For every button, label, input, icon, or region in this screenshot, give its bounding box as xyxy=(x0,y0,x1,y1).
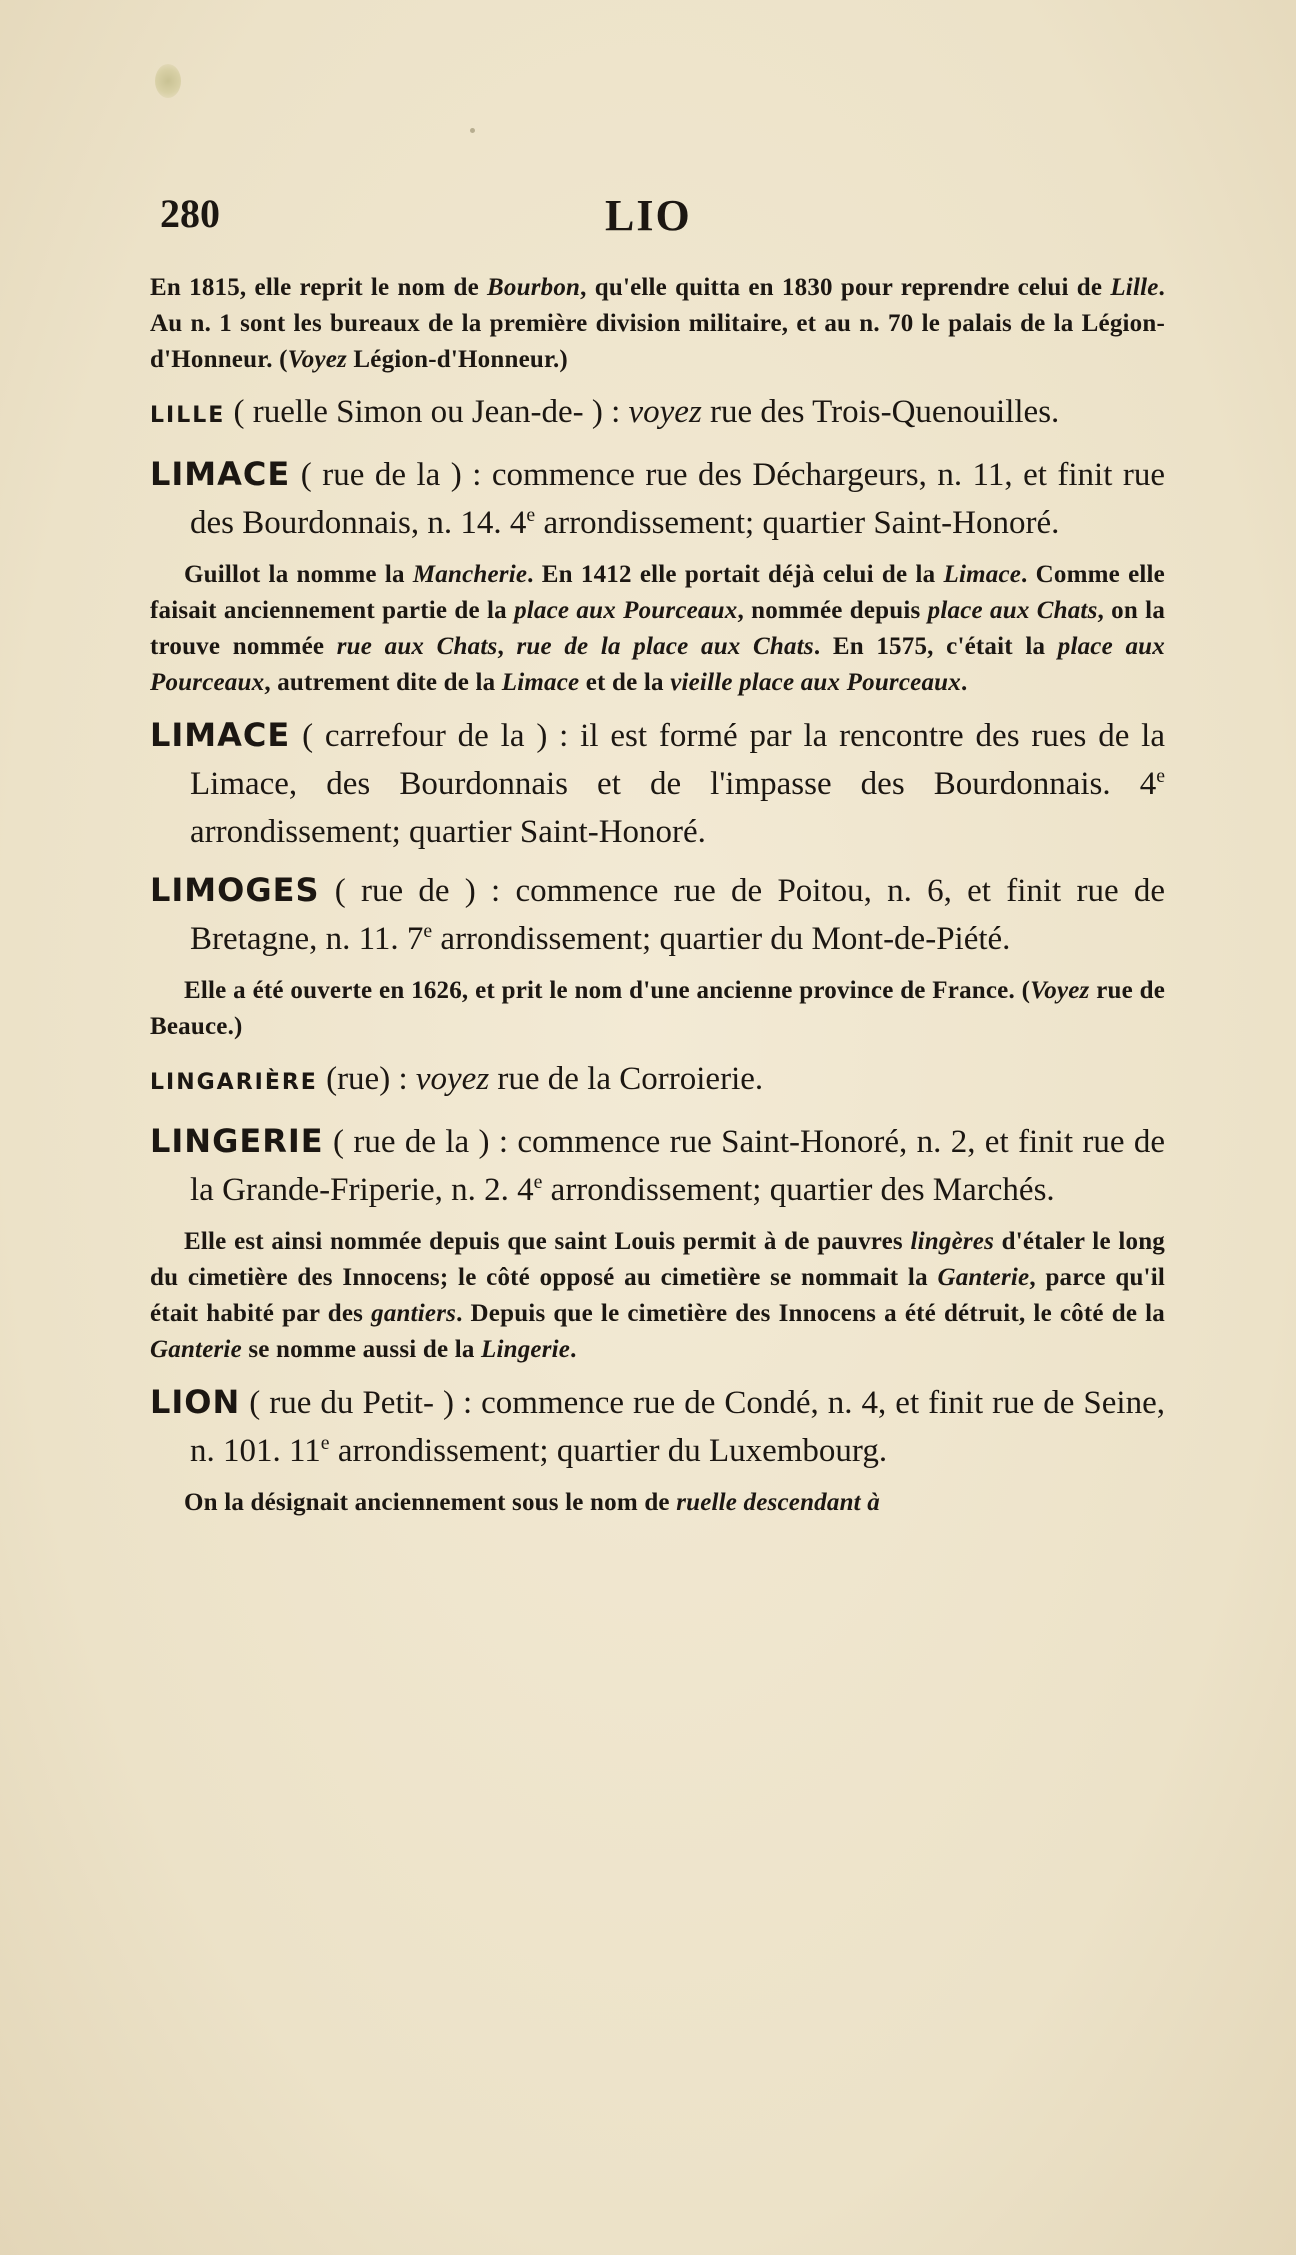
entry-limace-rue: LIMACE ( rue de la ) : commence rue des Déchargeurs, n. 11, et finit rue des Bourdonnais, n. 14. 4e arrondissement; quartier Saint-Honoré. xyxy=(150,455,1165,541)
entry-note-lion: On la désignait anciennement sous le nom de ruelle descendant à xyxy=(184,1489,880,1516)
paper-speck xyxy=(470,128,475,133)
entry-note-limoges: Elle a été ouverte en 1626, et prit le nom d'une ancienne province de France. (Voyez rue de Beauce.) xyxy=(150,977,1165,1040)
page-content xyxy=(150,190,1165,1531)
entry-limoges: LIMOGES ( rue de ) : commence rue de Poitou, n. 6, et finit rue de Bretagne, n. 11. 7e arrondissement; quartier du Mont-de-Piété. xyxy=(150,871,1165,957)
entry-lingariere: LINGARIÈRE (rue) : voyez rue de la Corroierie. xyxy=(150,1061,764,1097)
entry-lille-ruelle: LILLE ( ruelle Simon ou Jean-de- ) : voyez rue des Trois-Quenouilles. xyxy=(150,394,1060,430)
headword: LIMOGES xyxy=(150,871,320,909)
entry-lingerie: LINGERIE ( rue de la ) : commence rue Saint-Honoré, n. 2, et finit rue de la Grande-Friperie, n. 2. 4e arrondissement; quartier des Marchés. xyxy=(150,1122,1165,1208)
page-number: 280 xyxy=(160,191,220,236)
entry-note-lingerie: Elle est ainsi nommée depuis que saint Louis permit à de pauvres lingères d'étaler le long du cimetière des Innocens; le côté opposé au cimetière se nommait la Ganterie, parce qu'il était habité par des gantiers. Depuis que le cimetière des Innocens a été détruit, le côté de la Ganterie se nomme aussi de la Lingerie. xyxy=(150,1228,1165,1363)
running-head: LIO xyxy=(605,191,692,240)
headword: LINGARIÈRE xyxy=(150,1070,318,1095)
headword: LION xyxy=(150,1383,241,1421)
page-header xyxy=(150,190,1165,252)
entry-lion: LION ( rue du Petit- ) : commence rue de Condé, n. 4, et finit rue de Seine, n. 101. 11e arrondissement; quartier du Luxembourg. xyxy=(150,1383,1165,1469)
entry-note-limace-rue: Guillot la nomme la Mancherie. En 1412 elle portait déjà celui de la Limace. Comme elle faisait anciennement partie de la place aux Pourceaux, nommée depuis place aux Chats, on la trouve nommée rue aux Chats, rue de la place aux Chats. En 1575, c'était la place aux Pourceaux, autrement dite de la Limace et de la vieille place aux Pourceaux. xyxy=(150,561,1166,696)
entry-limace-carrefour: LIMACE ( carrefour de la ) : il est formé par la rencontre des rues de la Limace, des Bourdonnais et de l'impasse des Bourdonnais. 4e arrondissement; quartier Saint-Honoré. xyxy=(150,716,1165,850)
headword: LIMACE xyxy=(150,455,291,493)
headword: LINGERIE xyxy=(150,1122,324,1160)
headword: LILLE xyxy=(150,403,226,428)
entry-note-lille-rue: En 1815, elle reprit le nom de Bourbon, qu'elle quitta en 1830 pour reprendre celui de Lille. Au n. 1 sont les bureaux de la première division militaire, et au n. 70 le palais de la Légion-d'Honneur. (Voyez Légion-d'Honneur.) xyxy=(150,274,1165,373)
ink-blot xyxy=(155,64,181,98)
headword: LIMACE xyxy=(150,716,291,754)
